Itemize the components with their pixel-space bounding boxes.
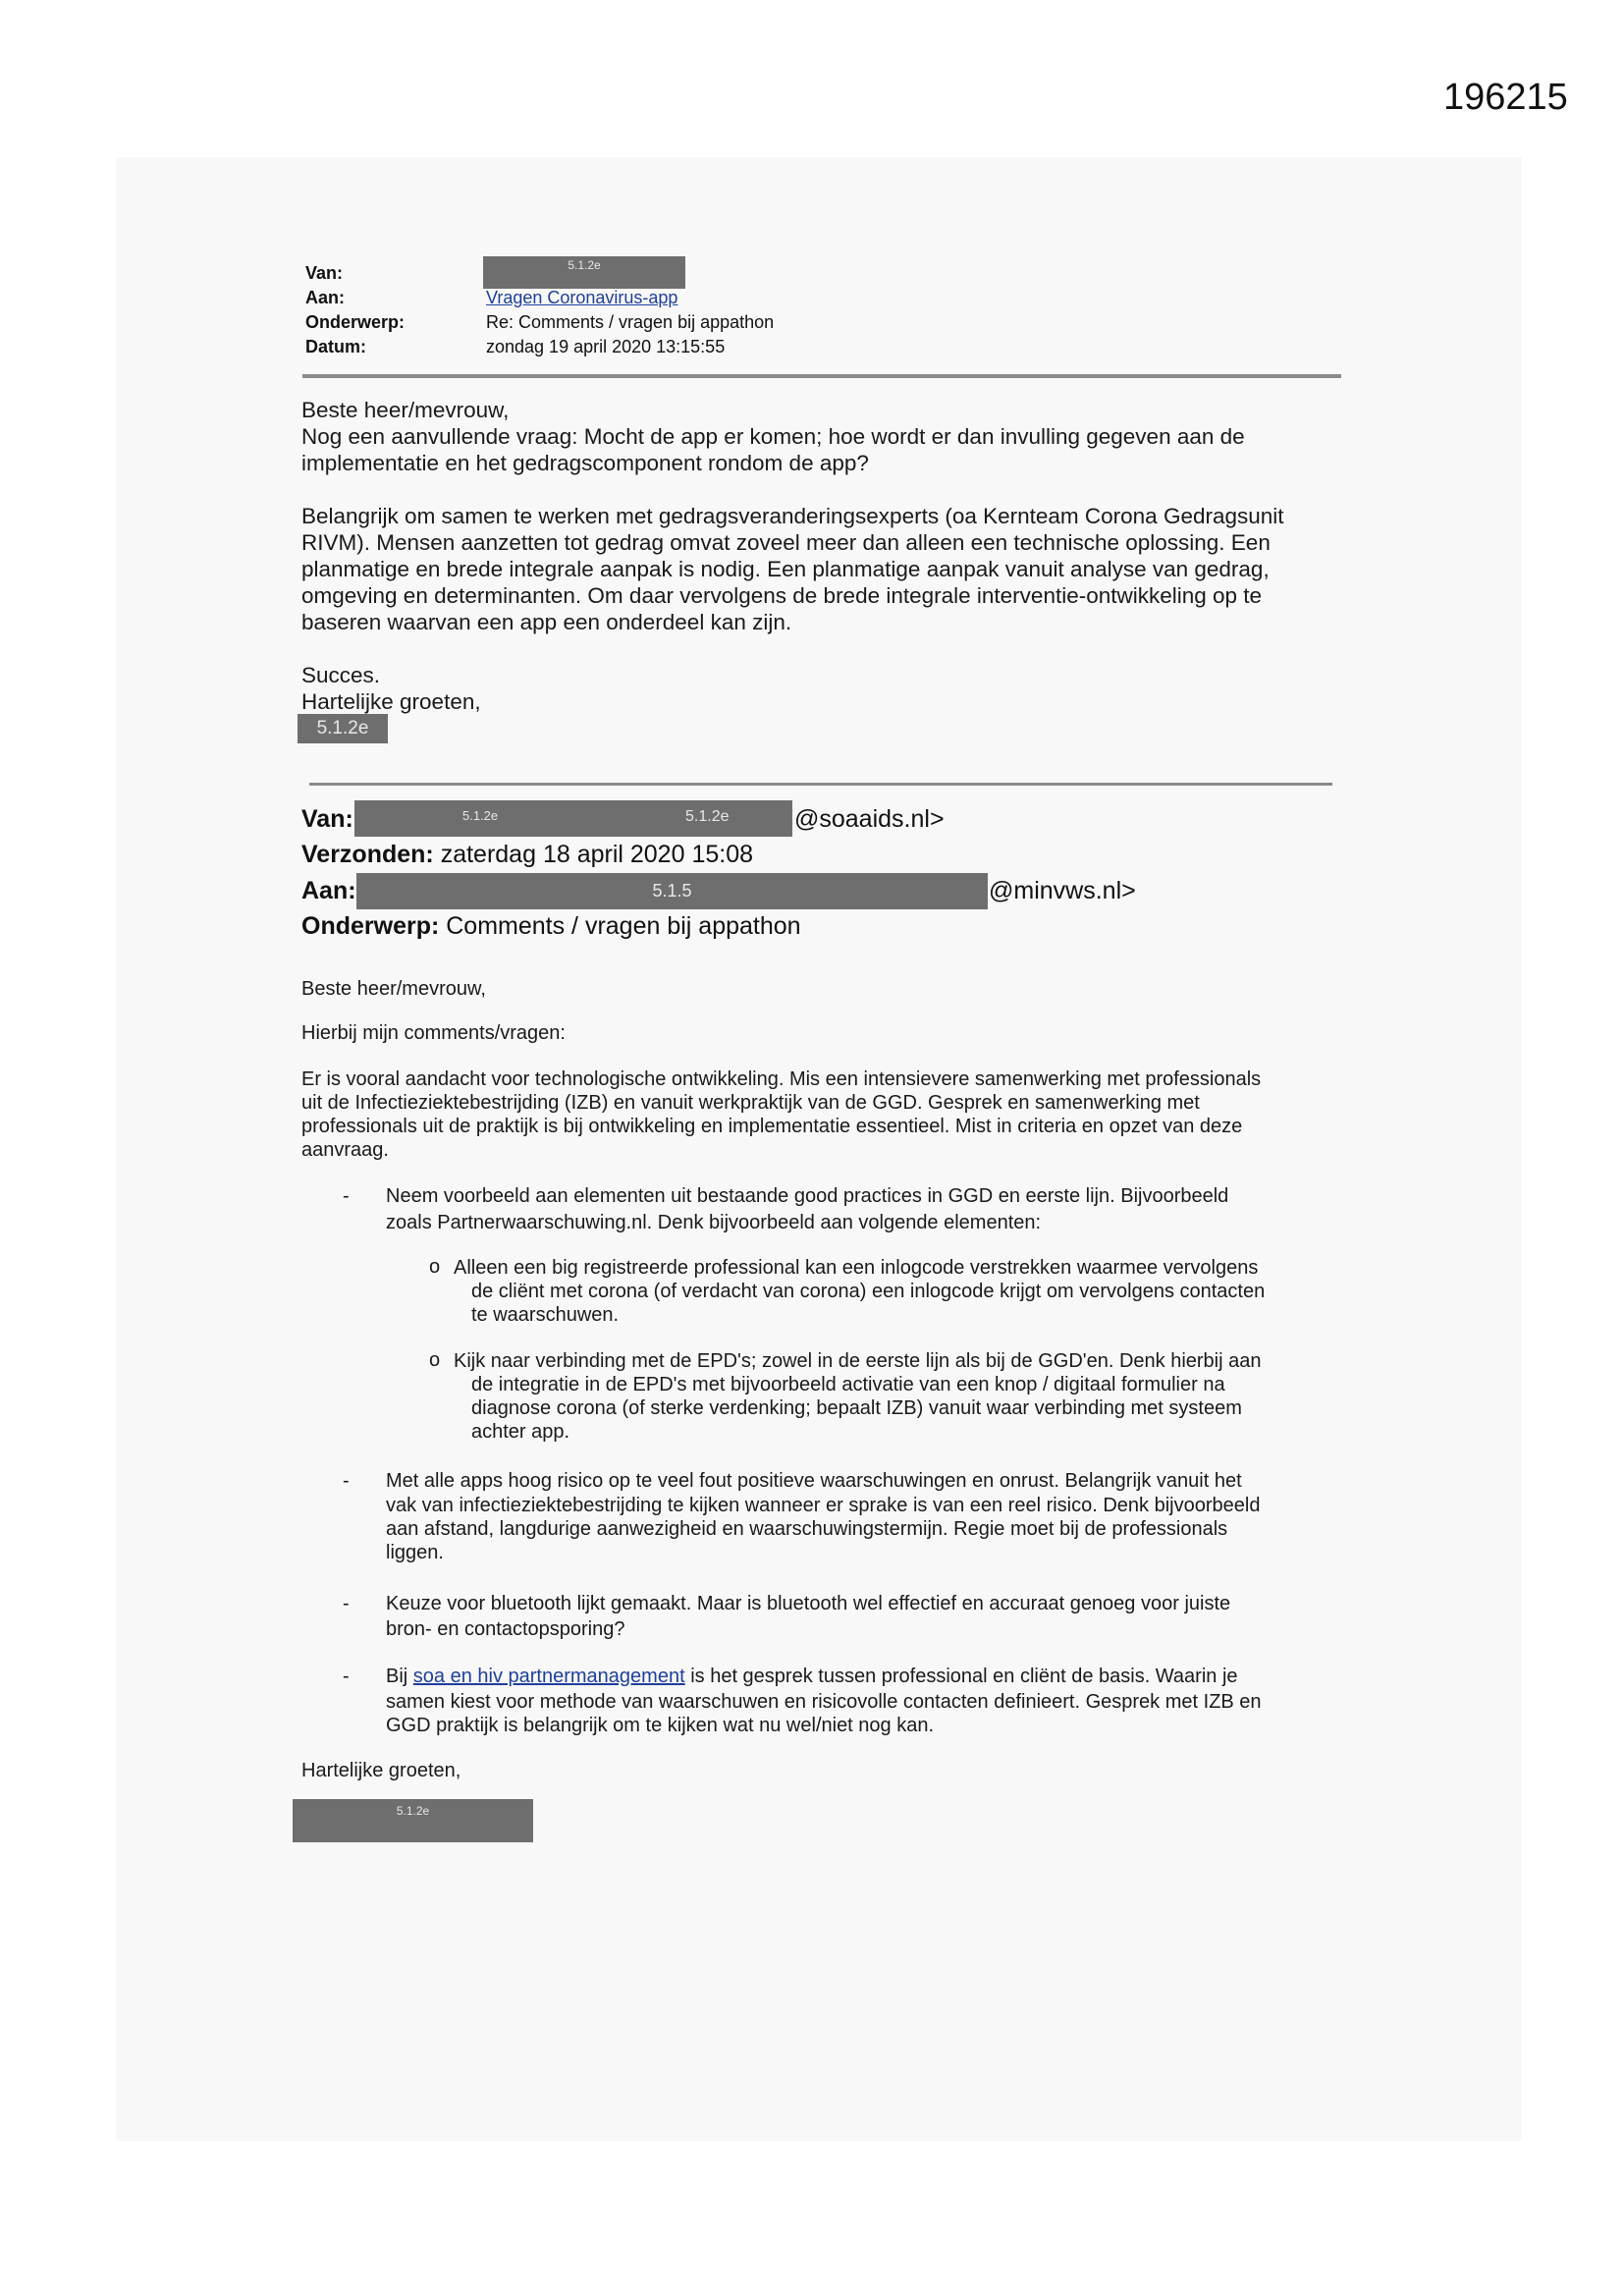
subbullet-line: Alleen een big registreerde professional kan een inlogcode verstrekken waarmee vervolgens [454,1257,1259,1279]
aan-label: Aan: [305,288,345,307]
document-number: 196215 [1443,77,1568,118]
bullet-line: GGD praktijk is belangrijk om te kijken wat nu wel/niet nog kan. [386,1715,935,1736]
redaction-box: 5.1.5 [356,873,988,909]
section-divider [309,783,1332,786]
body-line: professionals uit de praktijk is bij ontwikkeling en implementatie essentieel. Mist in criteria en opzet van deze [301,1116,1243,1137]
aan-label-2: Aan: [301,877,356,904]
redaction-box [354,800,792,837]
header-divider [302,374,1341,378]
body-line: Nog een aanvullende vraag: Mocht de app er komen; hoe wordt er dan invulling gegeven aan de [301,424,1245,449]
aan-value-link[interactable] [486,288,677,308]
subbullet-line: diagnose corona (of sterke verdenking; bepaalt IZB) vanuit waar verbinding met systeem [471,1397,1242,1419]
onderwerp-value: Re: Comments / vragen bij appathon [486,312,775,332]
onderwerp-value-2: Comments / vragen bij appathon [446,912,801,940]
bullet-line: vak van infectieziektebestrijding te kijken wanneer er sprake is van een reel risico. Denk bijvoorbeeld [386,1495,1261,1516]
bullet-line: Keuze voor bluetooth lijkt gemaakt. Maar is bluetooth wel effectief en accuraat genoeg voor juiste [386,1593,1231,1614]
body-line: Belangrijk om samen te werken met gedragsveranderingsexperts (oa Kernteam Corona Gedragsunit [301,504,1284,528]
bullet-circle: o [429,1256,441,1278]
bullet-line: Met alle apps hoog risico op te veel fout positieve waarschuwingen en onrust. Belangrijk vanuit het [386,1470,1242,1492]
body-line: omgeving en determinanten. Om daar vervolgens de brede integrale interventie-ontwikkeling op te [301,583,1263,608]
body-line: uit de Infectieziektebestrijding (IZB) en vanuit werkpraktijk van de GGD. Gesprek en samenwerking met [301,1092,1200,1114]
bullet-line: zoals Partnerwaarschuwing.nl. Denk bijvoorbeeld aan volgende elementen: [386,1212,1042,1233]
aan-link[interactable]: Vragen Coronavirus-app [486,288,678,307]
body-line: baseren waarvan een app een onderdeel kan zijn. [301,610,792,634]
van-email-suffix: @soaaids.nl> [794,805,945,833]
onderwerp-label: Onderwerp: [305,312,406,332]
bullet-line: aan afstand, langdurige aanwezigheid en waarschuwingstermijn. Regie moet bij de professionals [386,1518,1228,1540]
bullet-dash: - [343,1185,350,1207]
bullet-line: liggen. [386,1542,444,1563]
bullet-line: samen kiest voor methode van waarschuwen en risicovolle contacten definieert. Gesprek met IZB en [386,1691,1262,1713]
subbullet-line: te waarschuwen. [471,1304,620,1326]
body-line: aanvraag. [301,1139,389,1161]
closing-groeten-2: Hartelijke groeten, [301,1760,461,1781]
bullet-text: is het gesprek tussen professional en cliënt de basis. Waarin je [684,1666,1238,1687]
subbullet-line: Kijk naar verbinding met de EPD's; zowel in de eerste lijn als bij de GGD'en. Denk hierbij aan [454,1350,1262,1372]
bullet-line: Neem voorbeeld aan elementen uit bestaande good practices in GGD en eerste lijn. Bijvoorbeeld [386,1185,1229,1207]
subbullet-line: de cliënt met corona (of verdacht van corona) een inlogcode krijgt om vervolgens contacten [471,1281,1266,1302]
bullet-dash: - [343,1666,350,1687]
signature-redaction-2: 5.1.2e [293,1799,533,1842]
partnermanagement-link[interactable]: soa en hiv partnermanagement [412,1666,685,1687]
bullet-dash: - [343,1470,350,1492]
verzonden-value: zaterdag 18 april 2020 15:08 [440,841,754,868]
body-line: implementatie en het gedragscomponent rondom de app? [301,451,869,475]
subbullet-line: de integratie in de EPD's met bijvoorbeeld activatie van een knop / digitaal formulier na [471,1374,1225,1395]
verzonden-line: Verzonden: zaterdag 18 april 2020 15:08 [301,841,754,868]
onderwerp-line: Onderwerp: Comments / vragen bij appathon [301,912,801,940]
subbullet-line: achter app. [471,1421,570,1443]
closing-groeten: Hartelijke groeten, [301,689,481,714]
intro-line: Hierbij mijn comments/vragen: [301,1022,566,1044]
van-label-2: Van: [301,805,353,833]
greeting-2: Beste heer/mevrouw, [301,978,486,1000]
bullet-dash: - [343,1593,350,1614]
redaction-label: 5.1.2e [685,808,730,825]
signature-redaction: 5.1.2e [298,714,388,743]
bullet-line: bron- en contactopsporing? [386,1618,625,1640]
datum-label: Datum: [305,337,366,356]
body-line: RIVM). Mensen aanzetten tot gedrag omvat zoveel meer dan alleen een technische oplossing. Een [301,530,1271,555]
aan-email-suffix: @minvws.nl> [989,877,1136,904]
body-line: Er is vooral aandacht voor technologische ontwikkeling. Mis een intensievere samenwerking met professionals [301,1068,1262,1090]
body-line: planmatige en brede integrale aanpak is nodig. Een planmatige aanpak vanuit analyse van gedrag, [301,557,1270,581]
bullet-line-with-link [386,1665,1238,1688]
datum-value: zondag 19 april 2020 13:15:55 [486,337,726,356]
greeting: Beste heer/mevrouw, [301,398,510,422]
van-label: Van: [305,263,344,283]
redaction-box: 5.1.2e [483,256,685,289]
closing-succes: Succes. [301,663,381,687]
bullet-circle: o [429,1349,441,1371]
bullet-text: Bij [386,1666,413,1687]
redaction-label: 5.1.2e [462,808,499,823]
